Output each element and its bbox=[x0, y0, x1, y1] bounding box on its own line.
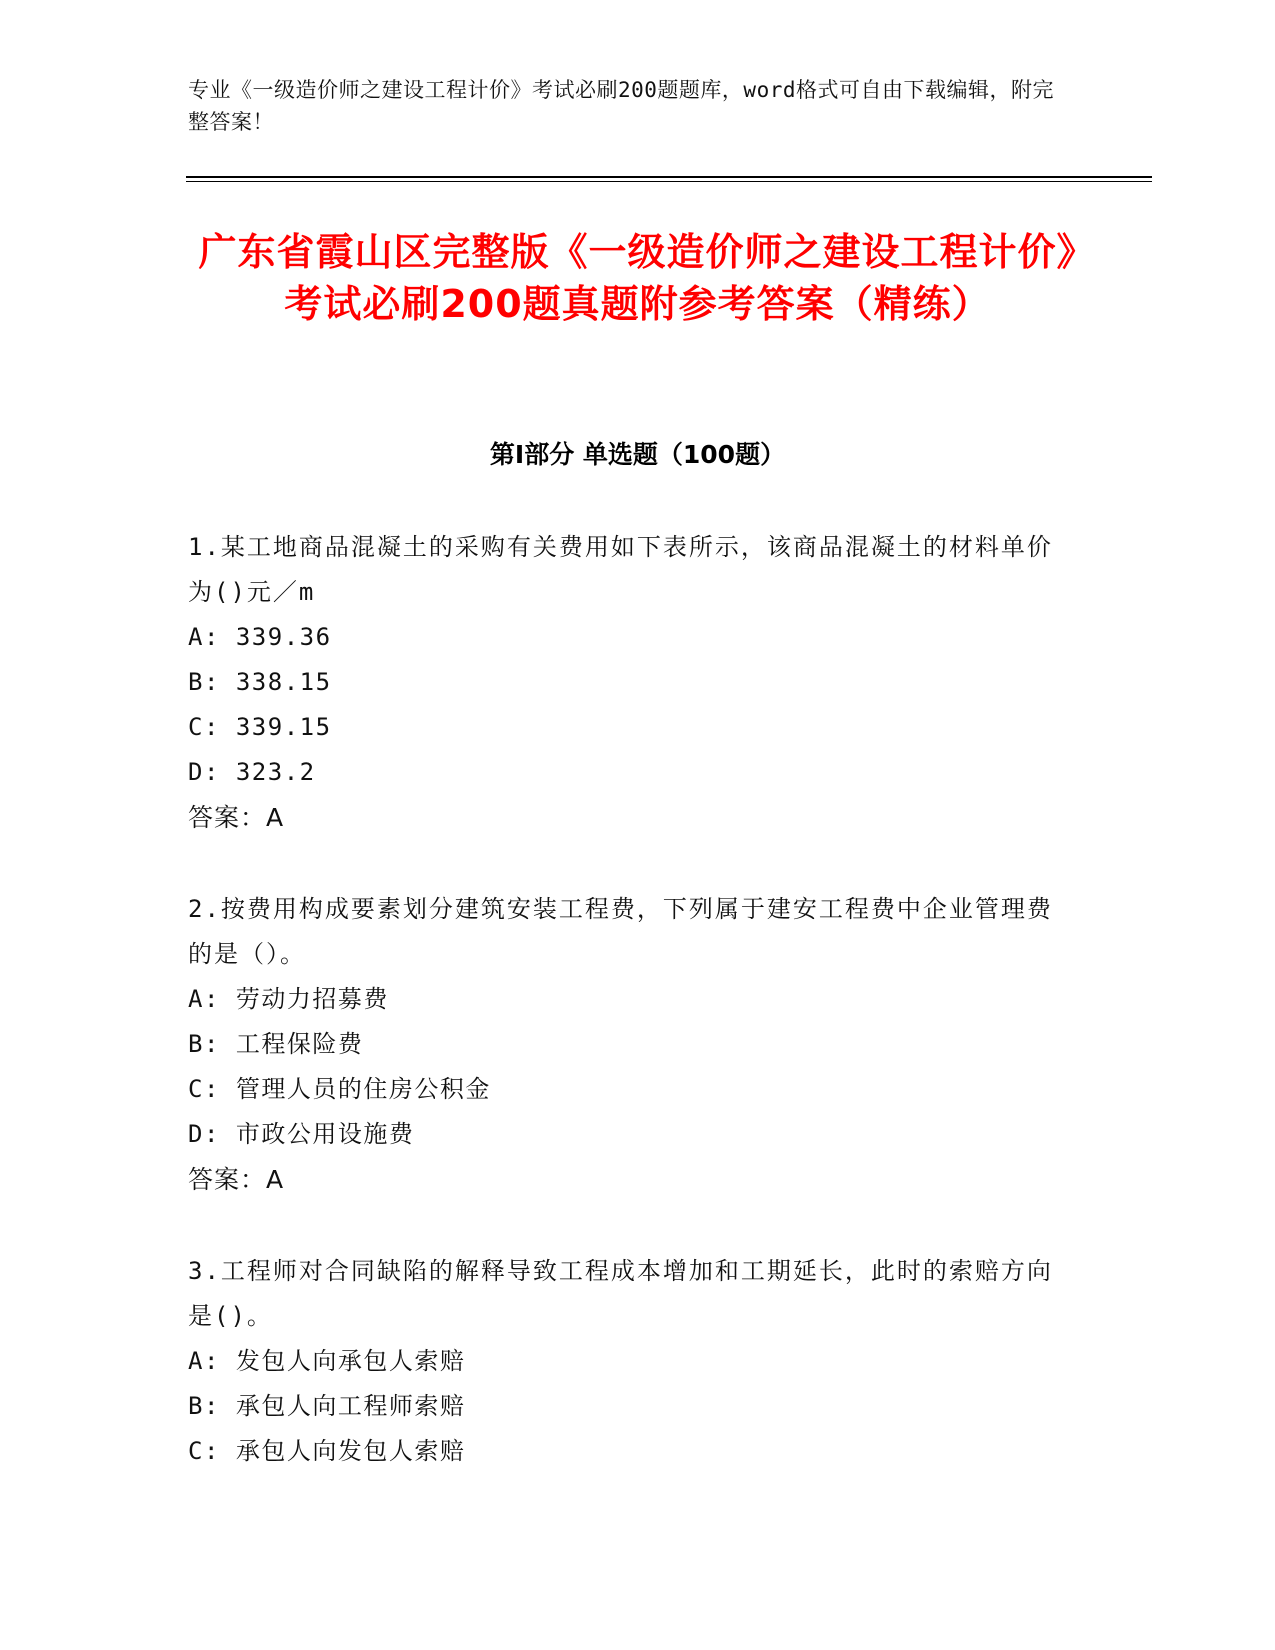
question-1 bbox=[188, 525, 1068, 840]
option-a: A: 劳动力招募费 bbox=[188, 985, 389, 1013]
question-2 bbox=[188, 887, 1068, 1202]
header-rule-thin bbox=[186, 181, 1152, 182]
option-b: B: 工程保险费 bbox=[188, 1030, 364, 1058]
question-3 bbox=[188, 1249, 1068, 1474]
question-stem: 1.某工地商品混凝土的采购有关费用如下表所示，该商品混凝土的材料单价为()元／m bbox=[188, 533, 1053, 606]
option-c: C: 管理人员的住房公积金 bbox=[188, 1075, 491, 1103]
answer-line: 答案：A bbox=[188, 1165, 285, 1194]
option-b: B: 承包人向工程师索赔 bbox=[188, 1392, 466, 1420]
option-a: A: 发包人向承包人索赔 bbox=[188, 1347, 466, 1375]
document-title: 广东省霞山区完整版《一级造价师之建设工程计价》考试必刷200题真题附参考答案（精练） bbox=[198, 230, 1077, 326]
section-title: 第I部分 单选题（100题） bbox=[489, 440, 786, 469]
header-note: 专业《一级造价师之建设工程计价》考试必刷200题题库，word格式可自由下载编辑，附完整答案！ bbox=[188, 78, 1054, 134]
question-stem: 2.按费用构成要素划分建筑安装工程费，下列属于建安工程费中企业管理费的是（）。 bbox=[188, 895, 1053, 968]
answer-line: 答案：A bbox=[188, 803, 285, 832]
option-a: A: 339.36 bbox=[188, 623, 332, 651]
option-d: D: 323.2 bbox=[188, 758, 316, 786]
option-b: B: 338.15 bbox=[188, 668, 332, 696]
header-rule-thick bbox=[186, 176, 1152, 178]
question-stem: 3.工程师对合同缺陷的解释导致工程成本增加和工期延长，此时的索赔方向是()。 bbox=[188, 1257, 1053, 1330]
option-d: D: 市政公用设施费 bbox=[188, 1120, 415, 1148]
option-c: C: 承包人向发包人索赔 bbox=[188, 1437, 466, 1465]
option-c: C: 339.15 bbox=[188, 713, 332, 741]
